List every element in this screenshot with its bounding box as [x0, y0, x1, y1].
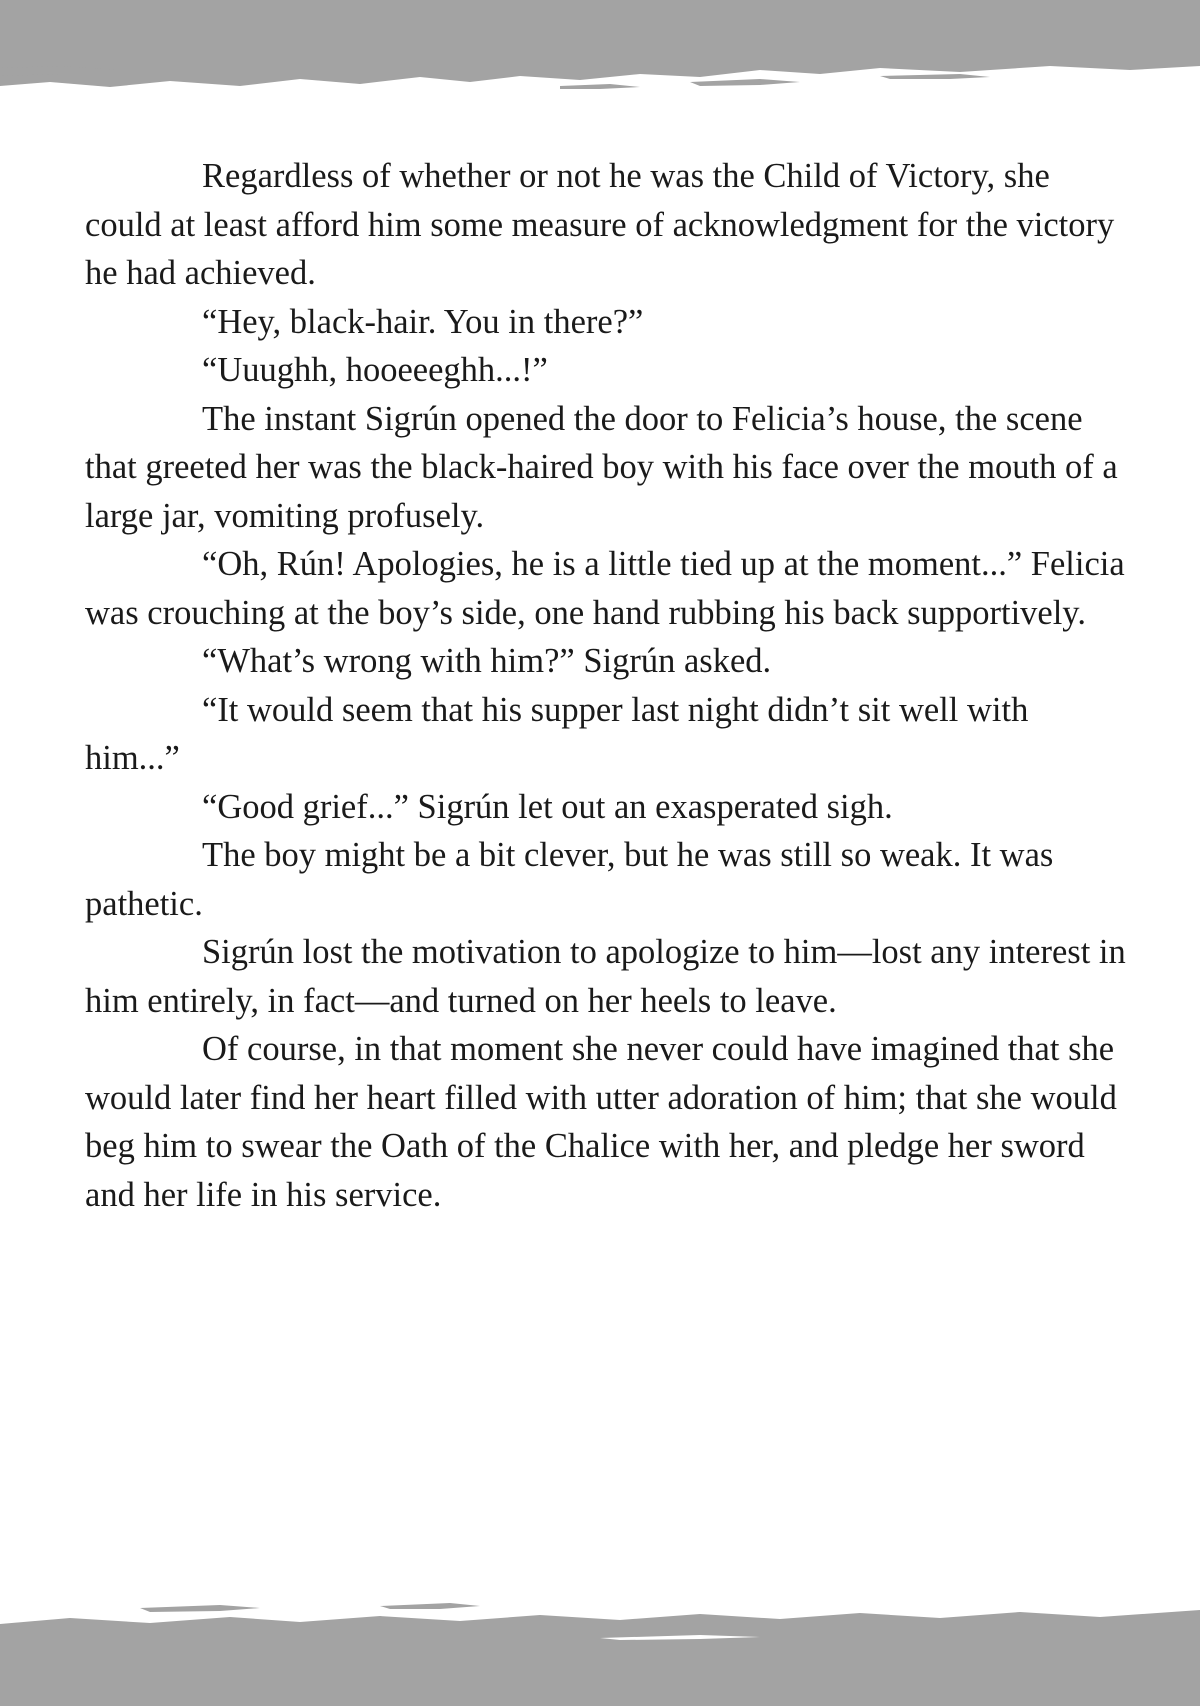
paragraph: “Uuughh, hooeeeghh...!”	[202, 351, 548, 389]
top-brush-stroke-border	[0, 0, 1200, 100]
bottom-brush-stroke-border	[0, 1596, 1200, 1706]
book-page-text	[85, 152, 1130, 1219]
paragraph: Of course, in that moment she never could have imagined that she would later find her heart filled with utter adoration of him; that she would beg him to swear the Oath of the Chalice with her, and pledge her sword and her life in his service.	[85, 1030, 1117, 1214]
paragraph: “What’s wrong with him?” Sigrún asked.	[202, 642, 772, 680]
paragraph: “Oh, Rún! Apologies, he is a little tied up at the moment...” Felicia was crouching at the boy’s side, one hand rubbing his back supportively.	[85, 545, 1125, 632]
paragraph: Sigrún lost the motivation to apologize to him—lost any interest in him entirely, in fact—and turned on her heels to leave.	[85, 933, 1126, 1020]
paragraph: The instant Sigrún opened the door to Felicia’s house, the scene that greeted her was the black-haired boy with his face over the mouth of a large jar, vomiting profusely.	[85, 399, 1118, 535]
paragraph: The boy might be a bit clever, but he was still so weak. It was pathetic.	[85, 836, 1054, 923]
paragraph: “Good grief...” Sigrún let out an exasperated sigh.	[202, 787, 893, 826]
paragraph: “It would seem that his supper last night didn’t sit well with him...”	[85, 690, 1029, 777]
paragraph: “Hey, black-hair. You in there?”	[202, 302, 644, 341]
paragraph: Regardless of whether or not he was the Child of Victory, she could at least afford him some measure of acknowledgment for the victory he had achieved.	[85, 157, 1115, 292]
